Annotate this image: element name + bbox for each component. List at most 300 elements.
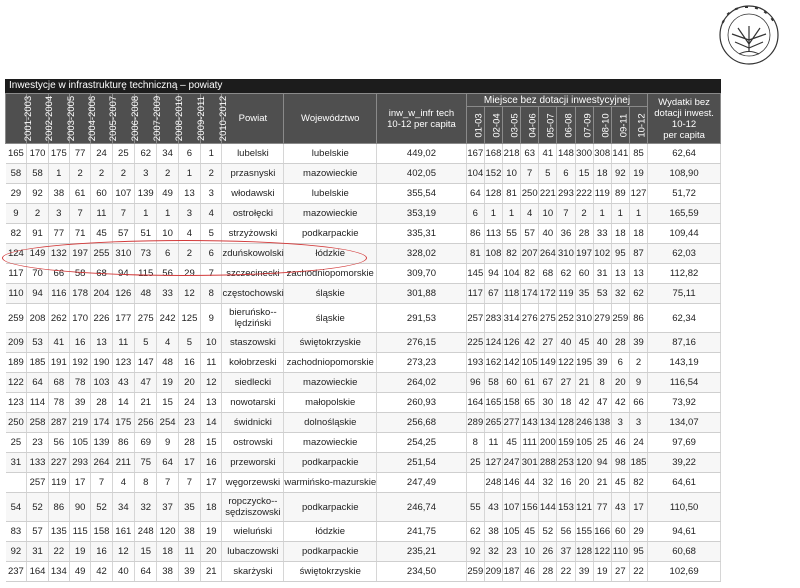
- year-cell: 170: [69, 304, 90, 333]
- wojewodztwo-cell: zachodniopomorskie: [284, 264, 377, 284]
- rank-cell: 45: [503, 433, 521, 453]
- year-cell: 17: [178, 453, 200, 473]
- wojewodztwo-cell: lubelskie: [284, 144, 377, 164]
- rank-cell: 40: [557, 333, 575, 353]
- powiat-cell: kołobrzeski: [222, 353, 284, 373]
- rank-cell: 6: [557, 164, 575, 184]
- wydatki-value-cell: 64,61: [648, 473, 721, 493]
- wojewodztwo-cell: mazowieckie: [284, 164, 377, 184]
- rank-cell: 32: [484, 542, 502, 562]
- inw-value-cell: 355,54: [377, 184, 467, 204]
- rank-cell: 118: [503, 284, 521, 304]
- powiat-cell: bieruńsko--lędziński: [222, 304, 284, 333]
- inw-value-cell: 328,02: [377, 244, 467, 264]
- year-cell: 43: [112, 373, 134, 393]
- wojewodztwo-cell: łódzkie: [284, 244, 377, 264]
- rank-cell: 159: [557, 433, 575, 453]
- year-cell: 77: [69, 144, 90, 164]
- wydatki-value-cell: 62,64: [648, 144, 721, 164]
- year-cell: 174: [91, 413, 112, 433]
- rank-cell: 27: [557, 373, 575, 393]
- rank-cell: 28: [575, 224, 593, 244]
- year-cell: 66: [48, 264, 69, 284]
- year-cell: 115: [135, 264, 157, 284]
- inw-value-cell: 235,21: [377, 542, 467, 562]
- header-rank-6: [557, 107, 575, 144]
- rank-cell: 10: [521, 542, 539, 562]
- header-wojewodztwo: Województwo: [284, 94, 377, 144]
- rank-cell: 164: [466, 393, 484, 413]
- rank-cell: 65: [521, 393, 539, 413]
- wydatki-value-cell: 97,69: [648, 433, 721, 453]
- year-cell: 53: [27, 333, 48, 353]
- rank-cell: 30: [539, 393, 557, 413]
- year-cell: 12: [201, 373, 222, 393]
- rank-cell: 207: [521, 244, 539, 264]
- table-row: [6, 562, 721, 582]
- year-cell: 94: [112, 264, 134, 284]
- year-cell: 42: [91, 562, 112, 582]
- year-cell: 10: [201, 333, 222, 353]
- rank-cell: 289: [466, 413, 484, 433]
- powiat-cell: nowotarski: [222, 393, 284, 413]
- year-cell: 124: [6, 244, 27, 264]
- rank-cell: 246: [575, 413, 593, 433]
- rank-cell: 92: [466, 542, 484, 562]
- year-cell: 170: [27, 144, 48, 164]
- year-cell: 34: [112, 493, 134, 522]
- rank-cell: 222: [575, 184, 593, 204]
- rank-cell: 142: [503, 353, 521, 373]
- rank-cell: 96: [466, 373, 484, 393]
- header-year-label: 2009-2011: [195, 96, 207, 141]
- year-cell: 21: [135, 393, 157, 413]
- year-cell: 254: [157, 413, 178, 433]
- wojewodztwo-cell: warmińsko-mazurskie: [284, 473, 377, 493]
- rank-cell: 22: [557, 562, 575, 582]
- inw-value-cell: 251,54: [377, 453, 467, 473]
- year-cell: 275: [135, 304, 157, 333]
- year-cell: 2: [27, 204, 48, 224]
- header-year-label: 2005-2007: [108, 95, 120, 142]
- rank-cell: 22: [629, 562, 647, 582]
- rank-cell: 105: [521, 353, 539, 373]
- year-cell: 68: [48, 373, 69, 393]
- year-cell: 103: [91, 373, 112, 393]
- year-cell: 110: [6, 284, 27, 304]
- rank-cell: 43: [484, 493, 502, 522]
- inw-value-cell: 291,53: [377, 304, 467, 333]
- wydatki-value-cell: 60,68: [648, 542, 721, 562]
- year-cell: 2: [178, 244, 200, 264]
- rank-cell: 120: [575, 453, 593, 473]
- rank-cell: 265: [484, 413, 502, 433]
- inw-value-cell: 353,19: [377, 204, 467, 224]
- rank-cell: 32: [611, 284, 629, 304]
- header-inw-line2: 10-12 per capita: [387, 118, 456, 130]
- powiat-cell: skarżyski: [222, 562, 284, 582]
- rank-cell: 4: [521, 204, 539, 224]
- table-row: [6, 542, 721, 562]
- table-row: [6, 433, 721, 453]
- rank-cell: 117: [466, 284, 484, 304]
- rank-cell: 105: [575, 433, 593, 453]
- year-cell: 54: [6, 493, 27, 522]
- rank-cell: 264: [539, 244, 557, 264]
- rank-cell: 102: [593, 244, 611, 264]
- year-cell: 242: [157, 304, 178, 333]
- year-cell: 6: [157, 244, 178, 264]
- wojewodztwo-cell: łódzkie: [284, 522, 377, 542]
- rank-cell: 94: [593, 453, 611, 473]
- rank-cell: 127: [484, 453, 502, 473]
- year-cell: 255: [91, 244, 112, 264]
- wydatki-value-cell: 110,50: [648, 493, 721, 522]
- year-cell: [6, 473, 27, 493]
- year-cell: 16: [178, 353, 200, 373]
- wydatki-value-cell: 75,11: [648, 284, 721, 304]
- wydatki-value-cell: 108,90: [648, 164, 721, 184]
- rank-cell: 145: [466, 264, 484, 284]
- rank-cell: 38: [484, 522, 502, 542]
- header-rank-10: [629, 107, 647, 144]
- rank-cell: 20: [611, 373, 629, 393]
- rank-cell: 146: [503, 473, 521, 493]
- rank-cell: 20: [575, 473, 593, 493]
- year-cell: 77: [48, 224, 69, 244]
- year-cell: 4: [157, 333, 178, 353]
- year-cell: 71: [69, 224, 90, 244]
- rank-cell: 86: [466, 224, 484, 244]
- rank-cell: 26: [539, 542, 557, 562]
- year-cell: 24: [91, 144, 112, 164]
- rank-cell: 174: [521, 284, 539, 304]
- year-cell: 149: [27, 244, 48, 264]
- rank-cell: 167: [466, 144, 484, 164]
- rank-cell: 225: [466, 333, 484, 353]
- year-cell: 2: [112, 164, 134, 184]
- year-cell: 86: [48, 493, 69, 522]
- rank-cell: 64: [466, 184, 484, 204]
- rank-cell: 42: [521, 333, 539, 353]
- rank-cell: 148: [557, 144, 575, 164]
- table-row: [6, 353, 721, 373]
- year-cell: 56: [157, 264, 178, 284]
- rank-cell: 143: [521, 413, 539, 433]
- rank-cell: 128: [557, 413, 575, 433]
- rank-cell: 55: [503, 224, 521, 244]
- rank-cell: 98: [611, 453, 629, 473]
- wojewodztwo-cell: podkarpackie: [284, 542, 377, 562]
- rank-cell: 119: [593, 184, 611, 204]
- year-cell: 2: [201, 164, 222, 184]
- year-cell: 185: [27, 353, 48, 373]
- rank-cell: 200: [539, 433, 557, 453]
- header-rank-9: [611, 107, 629, 144]
- rank-cell: 28: [611, 333, 629, 353]
- table-body: [6, 144, 721, 582]
- rank-cell: 104: [503, 264, 521, 284]
- wojewodztwo-cell: małopolskie: [284, 393, 377, 413]
- year-cell: 4: [178, 224, 200, 244]
- rank-cell: 29: [629, 522, 647, 542]
- wojewodztwo-cell: mazowieckie: [284, 204, 377, 224]
- year-cell: 58: [69, 264, 90, 284]
- year-cell: 23: [178, 413, 200, 433]
- wojewodztwo-cell: dolnośląskie: [284, 413, 377, 433]
- year-cell: 41: [48, 333, 69, 353]
- table-row: [6, 204, 721, 224]
- rank-cell: 279: [593, 304, 611, 333]
- year-cell: 12: [178, 284, 200, 304]
- header-year-1: [6, 94, 35, 144]
- rank-cell: 288: [539, 453, 557, 473]
- wydatki-value-cell: 102,69: [648, 562, 721, 582]
- powiat-cell: staszowski: [222, 333, 284, 353]
- inw-value-cell: 273,23: [377, 353, 467, 373]
- year-cell: 7: [112, 204, 134, 224]
- year-cell: 9: [157, 433, 178, 453]
- rank-cell: 61: [521, 373, 539, 393]
- rank-cell: 21: [575, 373, 593, 393]
- rank-cell: 218: [503, 144, 521, 164]
- year-cell: 13: [91, 333, 112, 353]
- rank-cell: 165: [484, 393, 502, 413]
- rank-cell: 57: [521, 224, 539, 244]
- year-cell: 25: [6, 433, 27, 453]
- year-cell: 237: [6, 562, 27, 582]
- header-rank-3: [503, 107, 521, 144]
- wojewodztwo-cell: mazowieckie: [284, 373, 377, 393]
- year-cell: 33: [157, 284, 178, 304]
- inw-value-cell: 260,93: [377, 393, 467, 413]
- year-cell: 9: [6, 204, 27, 224]
- year-cell: 75: [135, 453, 157, 473]
- year-cell: 1: [48, 164, 69, 184]
- rank-cell: 248: [484, 473, 502, 493]
- year-cell: 38: [178, 522, 200, 542]
- year-cell: 226: [91, 304, 112, 333]
- year-cell: 56: [48, 433, 69, 453]
- rank-cell: 60: [575, 264, 593, 284]
- header-wydatki: [648, 94, 721, 144]
- institution-seal-logo: [714, 4, 784, 66]
- rank-cell: 158: [503, 393, 521, 413]
- wojewodztwo-cell: świętokrzyskie: [284, 562, 377, 582]
- year-cell: 259: [6, 304, 27, 333]
- powiat-cell: świdnicki: [222, 413, 284, 433]
- inw-value-cell: 256,68: [377, 413, 467, 433]
- year-cell: 9: [201, 304, 222, 333]
- year-cell: 257: [27, 473, 48, 493]
- year-cell: 147: [135, 353, 157, 373]
- rank-cell: 40: [593, 333, 611, 353]
- rank-cell: 18: [593, 164, 611, 184]
- year-cell: 92: [27, 184, 48, 204]
- wydatki-value-cell: 73,92: [648, 393, 721, 413]
- rank-cell: 1: [484, 204, 502, 224]
- header-rank-label: 06-08: [564, 112, 576, 138]
- year-cell: 117: [6, 264, 27, 284]
- rank-cell: 141: [611, 144, 629, 164]
- rank-cell: 33: [593, 224, 611, 244]
- year-cell: 256: [135, 413, 157, 433]
- rank-cell: 7: [557, 204, 575, 224]
- table-row: [6, 413, 721, 433]
- year-cell: 16: [201, 453, 222, 473]
- wojewodztwo-cell: śląskie: [284, 304, 377, 333]
- rank-cell: 3: [611, 413, 629, 433]
- wydatki-value-cell: 109,44: [648, 224, 721, 244]
- year-cell: 13: [178, 184, 200, 204]
- rank-cell: 6: [466, 204, 484, 224]
- rank-cell: 259: [611, 304, 629, 333]
- year-cell: 15: [201, 433, 222, 453]
- year-cell: 29: [178, 264, 200, 284]
- rank-cell: 195: [575, 353, 593, 373]
- rank-cell: 301: [521, 453, 539, 473]
- year-cell: 164: [27, 562, 48, 582]
- wydatki-value-cell: 143,19: [648, 353, 721, 373]
- rank-cell: 35: [575, 284, 593, 304]
- rank-cell: 134: [539, 413, 557, 433]
- header-rank-8: [593, 107, 611, 144]
- rank-cell: 1: [593, 204, 611, 224]
- year-cell: 204: [91, 284, 112, 304]
- rank-cell: 43: [611, 493, 629, 522]
- year-cell: 10: [157, 224, 178, 244]
- rank-cell: 1: [503, 204, 521, 224]
- header-wydatki-line2: dotacji inwest.: [654, 107, 714, 119]
- year-cell: 248: [135, 522, 157, 542]
- rank-cell: 277: [503, 413, 521, 433]
- year-cell: 123: [6, 393, 27, 413]
- year-cell: 14: [201, 413, 222, 433]
- rank-cell: 8: [466, 433, 484, 453]
- rank-cell: 36: [557, 224, 575, 244]
- year-cell: 69: [135, 433, 157, 453]
- year-cell: 83: [6, 522, 27, 542]
- year-cell: 178: [69, 284, 90, 304]
- rank-cell: 10: [503, 164, 521, 184]
- year-cell: 8: [135, 473, 157, 493]
- table-row: [6, 284, 721, 304]
- year-cell: 39: [69, 393, 90, 413]
- rank-cell: [466, 473, 484, 493]
- inw-value-cell: 234,50: [377, 562, 467, 582]
- header-powiat: Powiat: [222, 94, 284, 144]
- year-cell: 28: [91, 393, 112, 413]
- year-cell: 64: [27, 373, 48, 393]
- year-cell: 19: [69, 542, 90, 562]
- year-cell: 21: [201, 562, 222, 582]
- rank-cell: 293: [557, 184, 575, 204]
- powiat-cell: ropczycko--sędziszowski: [222, 493, 284, 522]
- year-cell: 92: [6, 542, 27, 562]
- wojewodztwo-cell: śląskie: [284, 284, 377, 304]
- table-row: [6, 304, 721, 333]
- inw-value-cell: 264,02: [377, 373, 467, 393]
- header-year-label: 2010-2012: [218, 95, 230, 142]
- year-cell: 31: [6, 453, 27, 473]
- header-year-label: 2004-2006: [87, 95, 99, 142]
- powiat-cell: ostrołęcki: [222, 204, 284, 224]
- year-cell: 38: [48, 184, 69, 204]
- year-cell: 227: [48, 453, 69, 473]
- powiat-cell: wieluński: [222, 522, 284, 542]
- year-cell: 133: [27, 453, 48, 473]
- rank-cell: 19: [629, 164, 647, 184]
- rank-cell: 122: [593, 542, 611, 562]
- rank-cell: 275: [539, 304, 557, 333]
- rank-cell: 187: [503, 562, 521, 582]
- year-cell: 8: [201, 284, 222, 304]
- header-rank-label: 08-10: [600, 112, 612, 138]
- year-cell: 189: [6, 353, 27, 373]
- year-cell: 78: [48, 393, 69, 413]
- year-cell: 132: [48, 244, 69, 264]
- rank-cell: 28: [539, 562, 557, 582]
- header-rank-label: 10-12: [636, 112, 648, 138]
- year-cell: 31: [27, 542, 48, 562]
- rank-cell: 62: [557, 264, 575, 284]
- rank-cell: 89: [611, 184, 629, 204]
- rank-cell: 45: [521, 522, 539, 542]
- rank-cell: 221: [539, 184, 557, 204]
- header-year-label: 2002-2004: [44, 95, 56, 142]
- year-cell: 86: [112, 433, 134, 453]
- rank-cell: 67: [539, 373, 557, 393]
- rank-cell: 86: [629, 304, 647, 333]
- year-cell: 135: [48, 522, 69, 542]
- table-row: [6, 164, 721, 184]
- year-cell: 211: [112, 453, 134, 473]
- rank-cell: 144: [539, 493, 557, 522]
- rank-cell: 119: [557, 284, 575, 304]
- wojewodztwo-cell: podkarpackie: [284, 453, 377, 473]
- table-row: [6, 184, 721, 204]
- rank-cell: 314: [503, 304, 521, 333]
- year-cell: 264: [91, 453, 112, 473]
- inw-value-cell: 309,70: [377, 264, 467, 284]
- year-cell: 7: [178, 473, 200, 493]
- wojewodztwo-cell: zachodniopomorskie: [284, 353, 377, 373]
- rank-cell: 27: [539, 333, 557, 353]
- year-cell: 57: [27, 522, 48, 542]
- rank-cell: 16: [557, 473, 575, 493]
- rank-cell: 300: [575, 144, 593, 164]
- header-inw-line1: inw_w_infr tech: [388, 107, 455, 119]
- year-cell: 2: [91, 164, 112, 184]
- rank-cell: 5: [539, 164, 557, 184]
- rank-cell: 11: [484, 433, 502, 453]
- rank-cell: 193: [466, 353, 484, 373]
- year-cell: 16: [69, 333, 90, 353]
- rank-cell: 168: [484, 144, 502, 164]
- rank-cell: 60: [503, 373, 521, 393]
- year-cell: 3: [135, 164, 157, 184]
- rank-cell: 13: [629, 264, 647, 284]
- rank-cell: 166: [593, 522, 611, 542]
- year-cell: 18: [157, 542, 178, 562]
- wojewodztwo-cell: podkarpackie: [284, 224, 377, 244]
- year-cell: 61: [69, 184, 90, 204]
- rank-cell: 92: [611, 164, 629, 184]
- header-rank-group: Miejsce bez dotacji inwestycyjnej: [466, 94, 647, 107]
- year-cell: 7: [69, 204, 90, 224]
- year-cell: 2: [69, 164, 90, 184]
- header-rank-label: 01-03: [473, 112, 485, 138]
